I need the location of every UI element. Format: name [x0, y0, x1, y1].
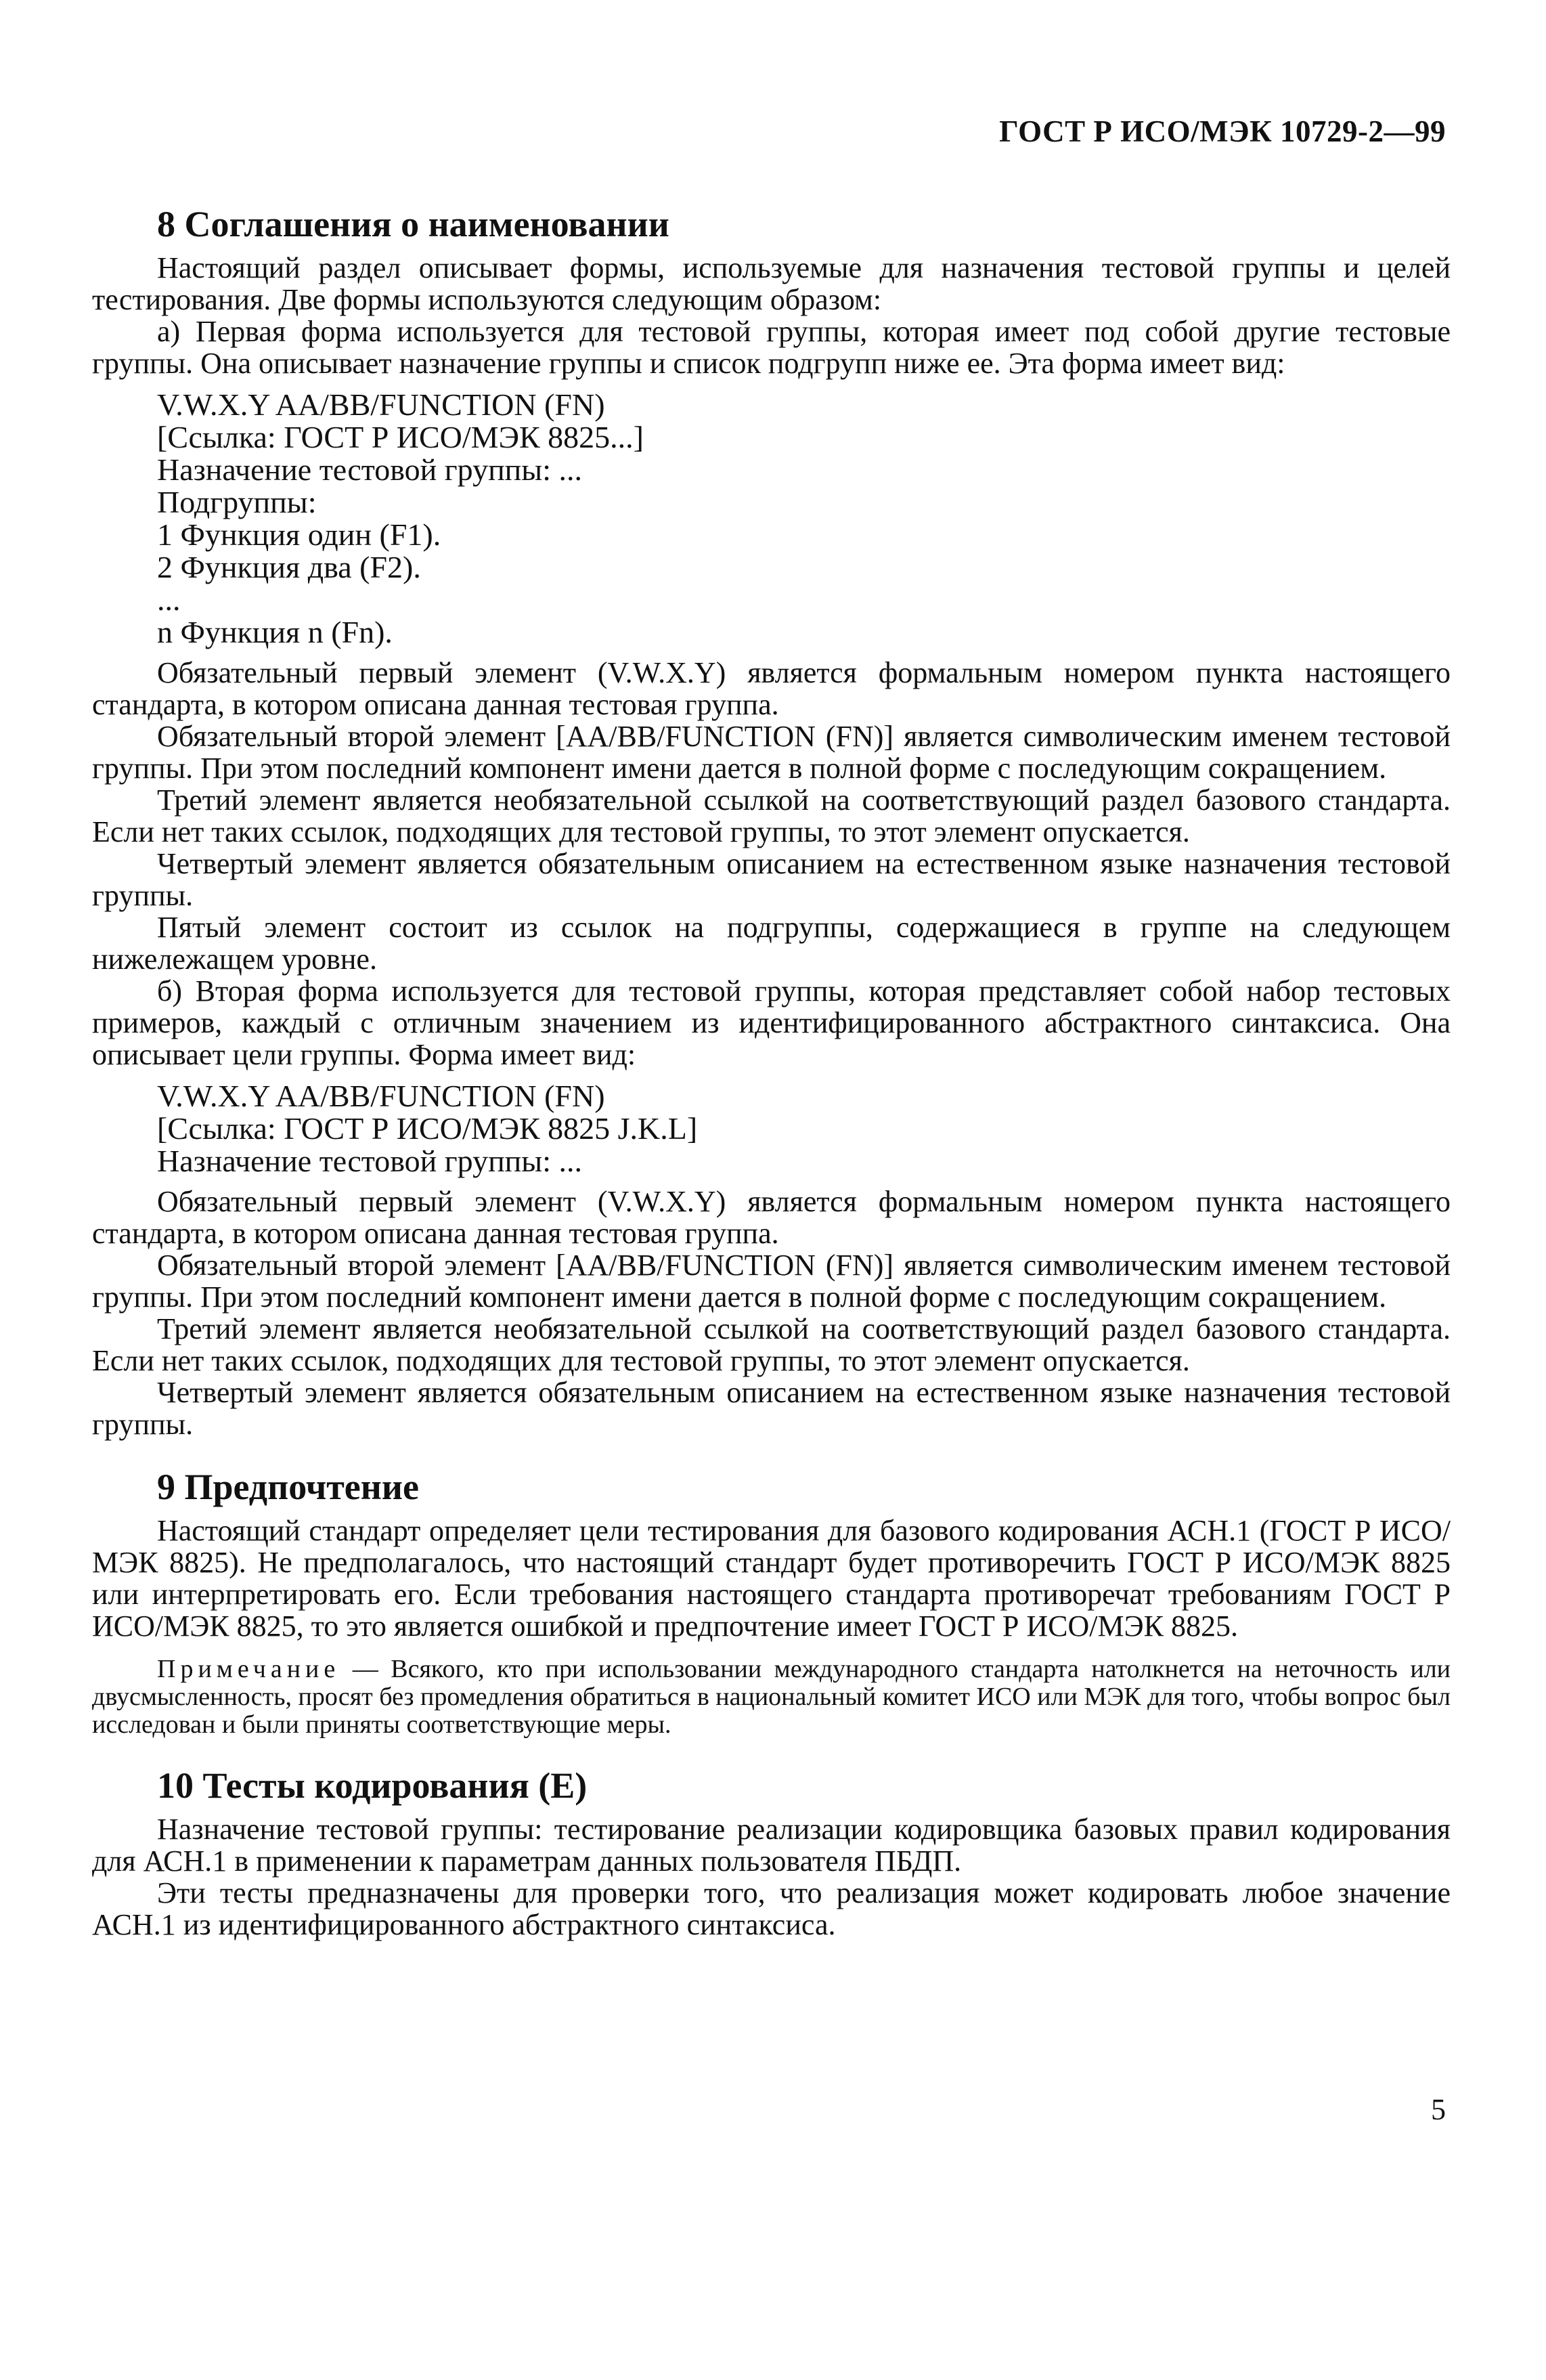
form-line: 1 Функция один (F1). — [157, 517, 441, 552]
paragraph: Обязательный второй элемент [AA/BB/FUNCTION (FN)] является символическим именем тестовой группы. При этом последний компонент имени дается в полной форме с последующим сокращением. — [92, 1249, 1451, 1314]
paragraph: Настоящий раздел описывает формы, используемые для назначения тестовой группы и целей тестирования. Две формы используются следующим образом: — [92, 251, 1451, 316]
page-number: 5 — [1431, 2093, 1446, 2126]
paragraph: Четвертый элемент является обязательным описанием на естественном языке назначения тестовой группы. — [92, 847, 1451, 912]
paragraph: Обязательный первый элемент (V.W.X.Y) является формальным номером пункта настоящего стандарта, в котором описана данная тестовая группа. — [92, 656, 1451, 721]
form-line: ... — [157, 582, 181, 617]
form-a-template — [157, 389, 1451, 649]
paragraph: Третий элемент является необязательной ссылкой на соответствующий раздел базового стандарта. Если нет таких ссылок, подходящих для тестовой группы, то этот элемент опускается. — [92, 1312, 1451, 1377]
list-item-b: б) Вторая форма используется для тестовой группы, которая представляет собой набор тестовых примеров, каждый с отличным значением из идентифицированного абстрактного синтаксиса. Она описывает цели группы. Форма имеет вид: — [92, 974, 1451, 1071]
form-line: [Ссылка: ГОСТ Р ИСО/МЭК 8825...] — [157, 420, 644, 454]
list-item-a: а) Первая форма используется для тестовой группы, которая имеет под собой другие тестовые группы. Она описывает назначение группы и список подгрупп ниже ее. Эта форма имеет вид: — [92, 315, 1451, 380]
paragraph: Обязательный первый элемент (V.W.X.Y) является формальным номером пункта настоящего стандарта, в котором описана данная тестовая группа. — [92, 1185, 1451, 1250]
form-line: n Функция n (Fn). — [157, 615, 393, 649]
form-line: Назначение тестовой группы: ... — [157, 452, 582, 487]
note-label: Примечание — [157, 1655, 340, 1683]
section-8-title: 8 Соглашения о наименовании — [157, 204, 669, 244]
form-line: Назначение тестовой группы: ... — [157, 1144, 582, 1178]
section-9-title: 9 Предпочтение — [157, 1467, 419, 1507]
form-b-template — [157, 1080, 1451, 1177]
paragraph: Назначение тестовой группы: тестирование реализации кодировщика базовых правил кодирования для АСН.1 в применении к параметрам данных пользователя ПБДП. — [92, 1813, 1451, 1878]
form-line: Подгруппы: — [157, 485, 317, 519]
form-line: V.W.X.Y AA/BB/FUNCTION (FN) — [157, 1079, 605, 1113]
paragraph: Настоящий стандарт определяет цели тестирования для базового кодирования АСН.1 (ГОСТ Р ИСО/МЭК 8825). Не предполагалось, что настоящий стандарт будет противоречить ГОСТ Р ИСО/МЭК 8825 или интерпретировать его. Если требования настоящего стандарта противоречат требованиям ГОСТ Р ИСО/МЭК 8825, то это является ошибкой и предпочтение имеет ГОСТ Р ИСО/МЭК 8825. — [92, 1514, 1451, 1643]
paragraph: Четвертый элемент является обязательным описанием на естественном языке назначения тестовой группы. — [92, 1376, 1451, 1441]
note-text: — Всякого, кто при использовании международного стандарта натолкнется на неточность или двусмысленность, просят без промедления обратиться в национальный комитет ИСО или МЭК для того, чтобы вопрос был исследован и были приняты соответствующие меры. — [92, 1655, 1451, 1739]
section-10-title: 10 Тесты кодирования (E) — [157, 1765, 588, 1806]
page-content — [92, 203, 1451, 1941]
paragraph: Обязательный второй элемент [AA/BB/FUNCTION (FN)] является символическим именем тестовой группы. При этом последний компонент имени дается в полной форме с последующим сокращением. — [92, 720, 1451, 785]
form-line: 2 Функция два (F2). — [157, 550, 421, 584]
paragraph: Третий элемент является необязательной ссылкой на соответствующий раздел базового стандарта. Если нет таких ссылок, подходящих для тестовой группы, то этот элемент опускается. — [92, 783, 1451, 848]
form-line: V.W.X.Y AA/BB/FUNCTION (FN) — [157, 387, 605, 422]
paragraph: Пятый элемент состоит из ссылок на подгруппы, содержащиеся в группе на следующем нижележащем уровне. — [92, 911, 1451, 976]
paragraph: Эти тесты предназначены для проверки того, что реализация может кодировать любое значение АСН.1 из идентифицированного абстрактного синтаксиса. — [92, 1876, 1451, 1941]
running-header: ГОСТ Р ИСО/МЭК 10729-2—99 — [999, 114, 1446, 148]
note — [92, 1656, 1451, 1739]
form-line: [Ссылка: ГОСТ Р ИСО/МЭК 8825 J.K.L] — [157, 1111, 698, 1146]
